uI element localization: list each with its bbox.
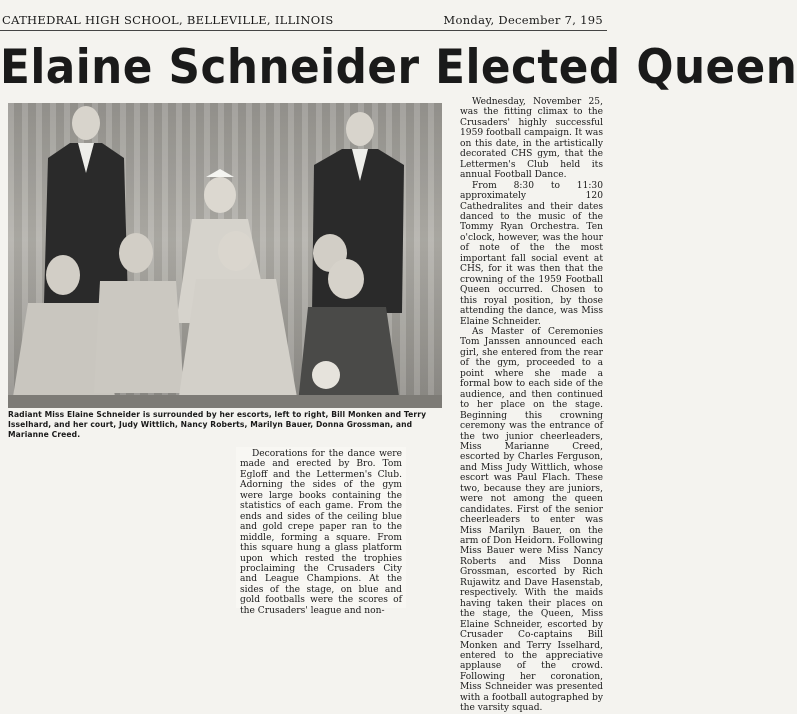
article-paragraph: Wednesday, November 25, was the fitting climax to the Crusaders' highly successful 1959 football campaign. It was on this date, in the artistically decorated CHS gym, that the Lettermen's Club held its annual Football Dance. [460, 97, 603, 181]
photo-caption: Radiant Miss Elaine Schneider is surrounded by her escorts, left to right, Bill Monken and Terry Isselhard, and her court, Judy Wittlich, Nancy Roberts, Marilyn Bauer, Donna Grossman, and Marianne Creed. [8, 410, 427, 439]
group-portrait-photo [8, 103, 442, 408]
article-paragraph: From 8:30 to 11:30 approximately 120 Cathedralites and their dates danced to the music of the Tommy Ryan Orchestra. Ten o'clock, however, was the hour of note of the the most important fall social event at CHS, for it was then that the crowning of the 1959 Football Queen occurred. Chosen to this royal position, by those attending the dance, was Miss Elaine Schneider. [460, 180, 603, 327]
photo-figures [8, 103, 442, 408]
school-name: CATHEDRAL HIGH SCHOOL, BELLEVILLE, ILLINOIS [2, 13, 334, 27]
article-middle-column [236, 447, 406, 616]
article-right-column [460, 97, 603, 714]
masthead [0, 10, 607, 31]
headline: Elaine Schneider Elected Queen [0, 40, 797, 95]
article-paragraph: Decorations for the dance were made and erected by Bro. Tom Egloff and the Lettermen's Club. Adorning the sides of the gym were large books containing the statistics of each game. From the ends and sides of the ceiling blue and gold crepe paper ran to the middle, forming a square. From this square hung a glass platform upon which rested the trophies proclaiming the Crusaders City and League Champions. At the sides of the stage, on blue and gold footballs were the scores of the Crusaders' league and non- [240, 449, 402, 616]
issue-date: Monday, December 7, 195 [443, 13, 603, 27]
article-paragraph: As Master of Ceremonies Tom Janssen announced each girl, she entered from the rear of the gym, proceeded to a point where she made a formal bow to each side of the audience, and then continued to her place on the stage. Beginning this crowning ceremony was the entrance of the two junior cheerleaders, Miss Marianne Creed, escorted by Charles Ferguson, and Miss Judy Wittlich, whose escort was Paul Flach. These two, because they are juniors, were not among the queen candidates. First of the senior cheerleaders to enter was Miss Marilyn Bauer, on the arm of Don Heidorn. Following Miss Bauer were Miss Nancy Roberts and Miss Donna Grossman, escorted by Rich Rujawitz and Dave Hasenstab, respectively. With the maids having taken their places on the stage, the Queen, Miss Elaine Schneider, escorted by Crusader Co-captains Bill Monken and Terry Isselhard, entered to the appreciative applause of the crowd. Following her coronation, Miss Schneider was presented with a football autographed by the varsity squad. [460, 326, 603, 714]
